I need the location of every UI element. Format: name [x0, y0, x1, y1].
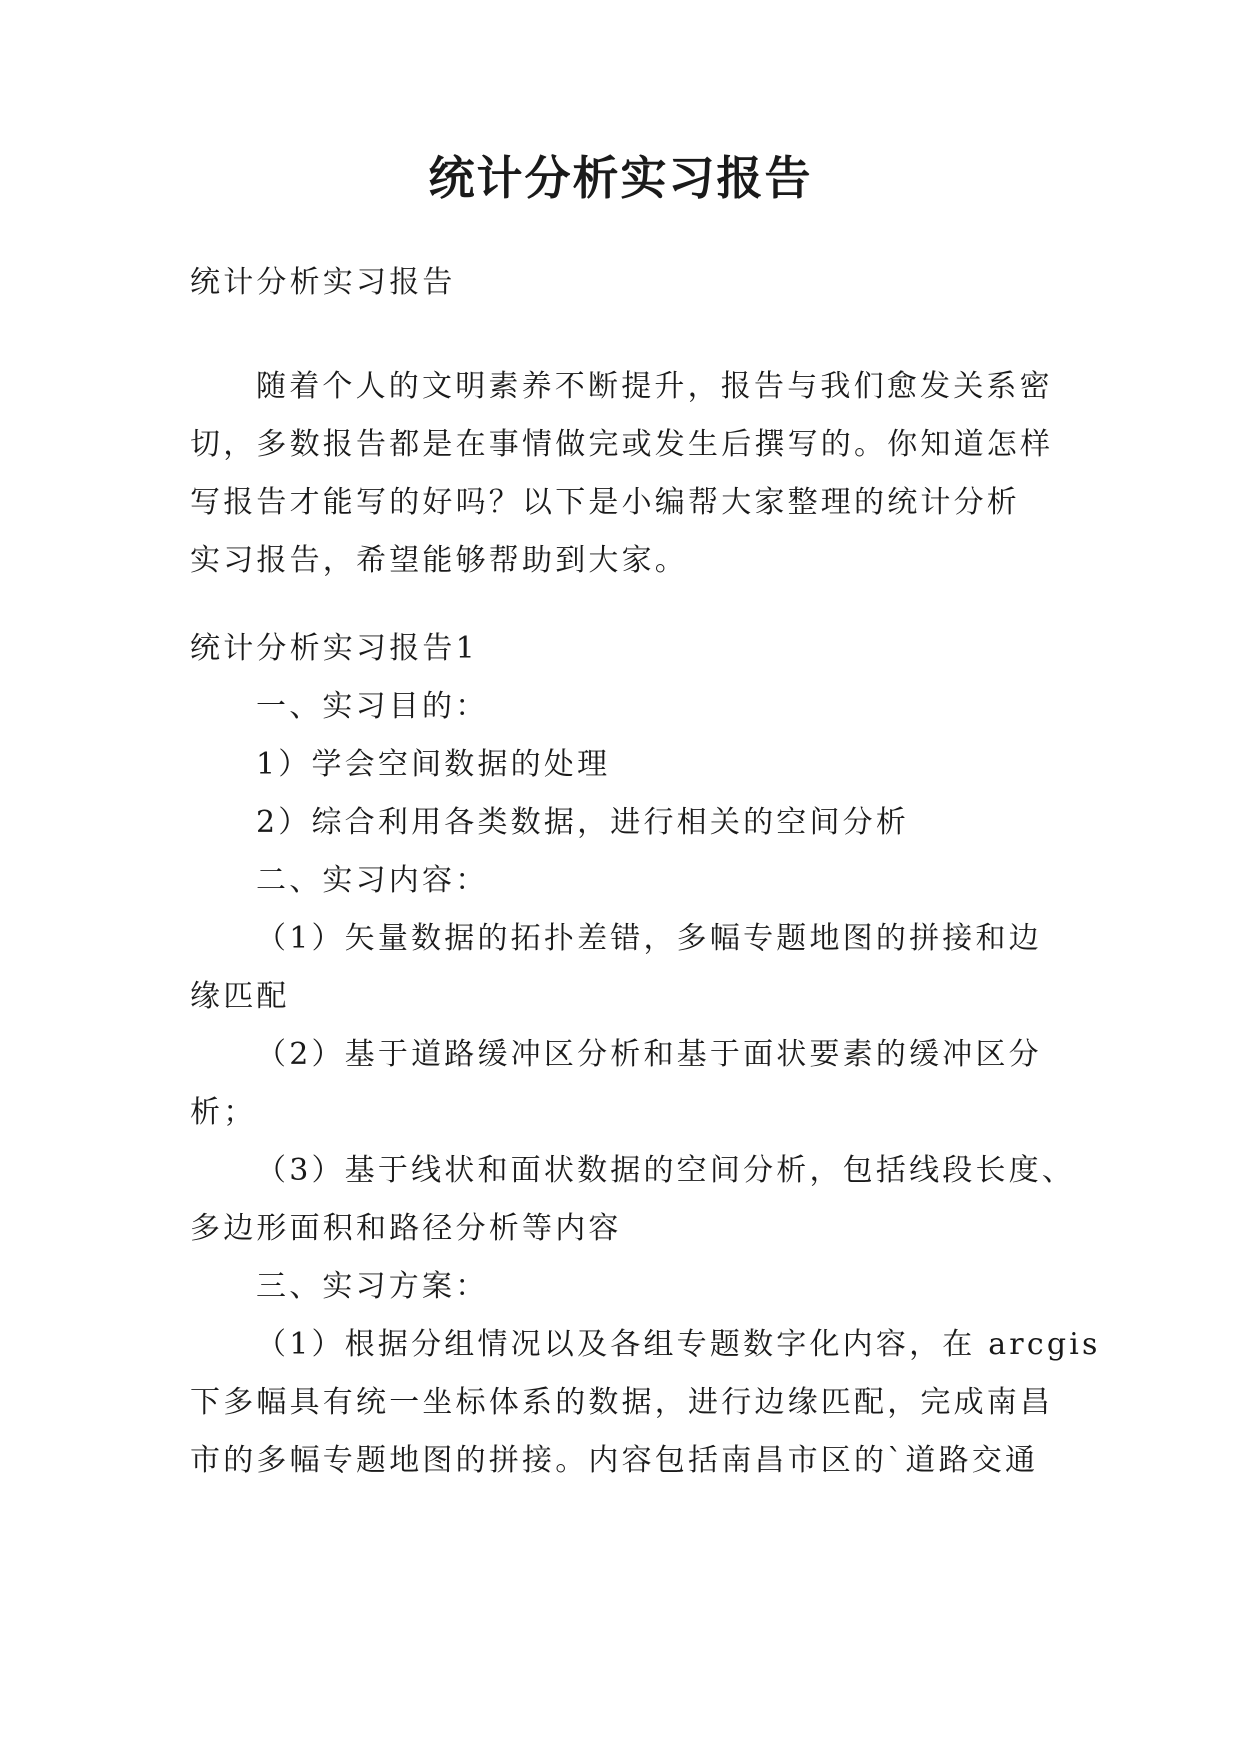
body-line: （3）基于线状和面状数据的空间分析，包括线段长度、	[256, 1153, 1076, 1188]
body-line: 1）学会空间数据的处理	[256, 747, 611, 782]
intro-line: 写报告才能写的好吗？以下是小编帮大家整理的统计分析	[190, 485, 1020, 520]
section-block	[190, 620, 1101, 1490]
body-line: 2）综合利用各类数据，进行相关的空间分析	[256, 805, 910, 840]
body-line: （1）矢量数据的拓扑差错，多幅专题地图的拼接和边	[256, 921, 1042, 956]
body-line: 下多幅具有统一坐标体系的数据，进行边缘匹配，完成南昌	[190, 1385, 1054, 1420]
body-line: 析；	[190, 1095, 257, 1130]
document-title: 统计分析实习报告	[428, 151, 813, 205]
intro-line: 切，多数报告都是在事情做完或发生后撰写的。你知道怎样	[190, 427, 1054, 462]
document-subtitle-block	[190, 254, 1060, 312]
intro-line: 实习报告，希望能够帮助到大家。	[190, 543, 688, 578]
section-heading: 统计分析实习报告1	[190, 631, 478, 666]
body-line: （1）根据分组情况以及各组专题数字化内容，在 arcgis	[256, 1327, 1101, 1362]
intro-line: 随着个人的文明素养不断提升，报告与我们愈发关系密	[256, 369, 1053, 404]
body-line: 三、实习方案：	[256, 1269, 489, 1304]
body-line: 多边形面积和路径分析等内容	[190, 1211, 622, 1246]
body-line: 缘匹配	[190, 979, 290, 1014]
body-line: 市的多幅专题地图的拼接。内容包括南昌市区的`道路交通	[190, 1443, 1039, 1478]
body-line: 二、实习内容：	[256, 863, 489, 898]
intro-paragraph	[190, 358, 1060, 590]
body-line: 一、实习目的：	[256, 689, 489, 724]
body-line: （2）基于道路缓冲区分析和基于面状要素的缓冲区分	[256, 1037, 1042, 1072]
document-subtitle: 统计分析实习报告	[190, 265, 456, 300]
